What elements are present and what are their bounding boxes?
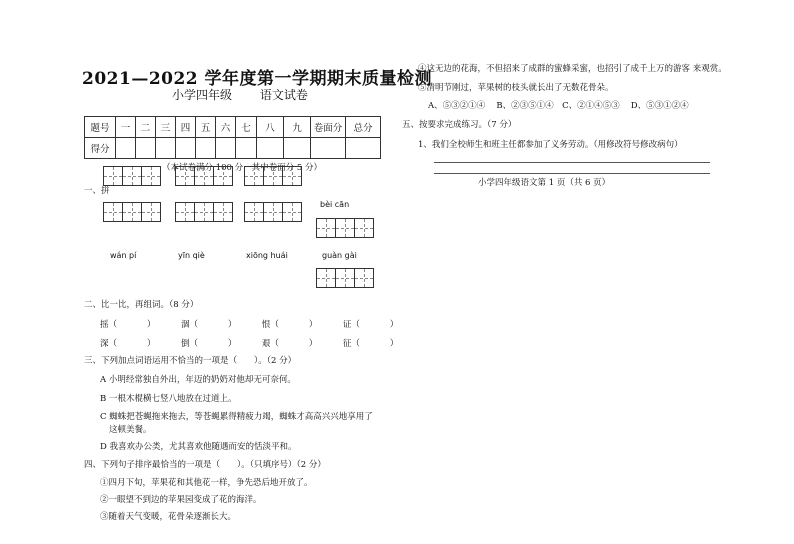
score-cell[interactable] [236, 138, 257, 159]
option-b: B 一根木棍横七竖八地放在过道上。 [100, 394, 237, 404]
grade-label: 小学四年级 [172, 88, 233, 102]
char-grid[interactable] [175, 202, 233, 222]
answer-line[interactable] [434, 162, 710, 163]
score-cell[interactable] [136, 138, 156, 159]
pinyin-label: yīn qiè [178, 251, 205, 260]
score-table-score-row [85, 138, 381, 159]
option-c-cont: 这顿美餐。 [109, 425, 152, 435]
char-grid[interactable] [244, 166, 302, 186]
score-header-cell: 一 [116, 117, 136, 138]
word-paren: ） [227, 339, 237, 349]
char-grid[interactable] [175, 166, 233, 186]
word-paren: ） [389, 320, 399, 330]
score-header-cell: 四 [176, 117, 196, 138]
word-paren: ） [308, 320, 318, 330]
section5-question-1: 1、我们全校师生和班主任都参加了义务劳动。（用修改符号修改病句） [418, 140, 683, 150]
score-cell[interactable] [116, 138, 136, 159]
order-options: A、⑤③②①④ B、②③⑤①④ C、②①④⑤③ D、⑤③①②④ [428, 101, 689, 111]
score-header-cell: 二 [136, 117, 156, 138]
score-cell[interactable] [176, 138, 196, 159]
score-note: （本试卷满分 100 分，其中卷面分 5 分） [162, 163, 322, 173]
score-cell[interactable] [196, 138, 216, 159]
char-grid[interactable] [103, 166, 161, 186]
word-char: 摇（ [100, 320, 118, 330]
word-char: 征（ [342, 339, 360, 349]
word-char: 恨（ [261, 320, 279, 330]
option-d: D 我喜欢办公类，尤其喜欢他随遇而安的恬淡平和。 [100, 442, 297, 452]
word-paren: ） [389, 339, 399, 349]
word-char: 深（ [100, 339, 118, 349]
sentence-1: ①四月下旬，苹果花和其他花一样，争先恐后地开放了。 [100, 478, 313, 488]
page-footer: 小学四年级语文第 1 页（共 6 页） [478, 178, 611, 188]
word-pair-row [100, 318, 398, 330]
score-cell[interactable] [156, 138, 176, 159]
score-cell[interactable] [346, 138, 381, 159]
subject-label: 语文试卷 [259, 88, 308, 102]
exam-subtitle [172, 86, 332, 103]
char-grid[interactable] [244, 202, 302, 222]
pinyin-label: wán pí [110, 251, 137, 260]
score-header-cell: 五 [196, 117, 216, 138]
section1-title: 一、拼 [84, 186, 110, 196]
score-header-cell: 七 [236, 117, 257, 138]
score-table-header-row [85, 117, 381, 138]
word-paren: ） [147, 320, 156, 330]
sentence-3: ③随着天气变暖，花骨朵逐渐长大。 [100, 512, 237, 522]
sentence-5: ⑤清明节刚过，苹果树的枝头就长出了无数花骨朵。 [418, 83, 614, 93]
section3-title: 三、下列加点词语运用不恰当的一项是（ ）。（2 分） [84, 356, 297, 366]
pinyin-label: bèi cān [320, 200, 350, 209]
score-header-cell: 卷面分 [311, 117, 346, 138]
answer-line[interactable] [434, 173, 710, 174]
word-char: 倒（ [180, 339, 198, 349]
option-c: C 蜘蛛把苍蝇拖来拖去，等苍蝇累得精疲力竭，蜘蛛才高高兴兴地享用了 [100, 412, 373, 422]
exam-title: 2021—2022 学年度第一学期期末质量检测 [82, 69, 433, 89]
word-paren: ） [227, 320, 237, 330]
word-char: 证（ [342, 320, 360, 330]
option-a: A 小明经常独自外出，年迈的奶奶对他却无可奈何。 [100, 375, 296, 385]
char-grid[interactable] [316, 218, 374, 238]
word-char: 涸（ [180, 320, 198, 330]
score-cell[interactable] [311, 138, 346, 159]
sentence-4: ④这无边的花海，不但招来了成群的蜜蜂采蜜，也招引了成千上万的游客 来观赏。 [418, 64, 727, 74]
word-pair-row [100, 337, 398, 349]
word-paren: ） [308, 339, 318, 349]
score-header-cell: 八 [257, 117, 284, 138]
char-grid[interactable] [316, 268, 374, 288]
sentence-2: ②一眼望不到边的苹果园变成了花的海洋。 [100, 495, 262, 505]
word-paren: ） [147, 339, 156, 349]
pinyin-label: xiōng huái [246, 251, 288, 260]
score-header-cell: 三 [156, 117, 176, 138]
section2-title: 二、比一比，再组词。（8 分） [84, 300, 199, 310]
score-table [84, 116, 381, 159]
word-char: 艰（ [261, 339, 279, 349]
char-grid[interactable] [103, 202, 161, 222]
pinyin-label: guàn gài [322, 251, 357, 260]
score-header-cell: 总分 [346, 117, 381, 138]
score-row-label: 得分 [85, 138, 116, 159]
score-cell[interactable] [257, 138, 284, 159]
score-header-cell: 题号 [85, 117, 116, 138]
score-cell[interactable] [284, 138, 311, 159]
section5-title: 五、按要求完成练习。（7 分） [402, 120, 517, 130]
score-header-cell: 六 [216, 117, 236, 138]
score-header-cell: 九 [284, 117, 311, 138]
score-cell[interactable] [216, 138, 236, 159]
section4-title: 四、下列句子排序最恰当的一项是（ ）。（只填序号）（2 分） [84, 460, 326, 470]
